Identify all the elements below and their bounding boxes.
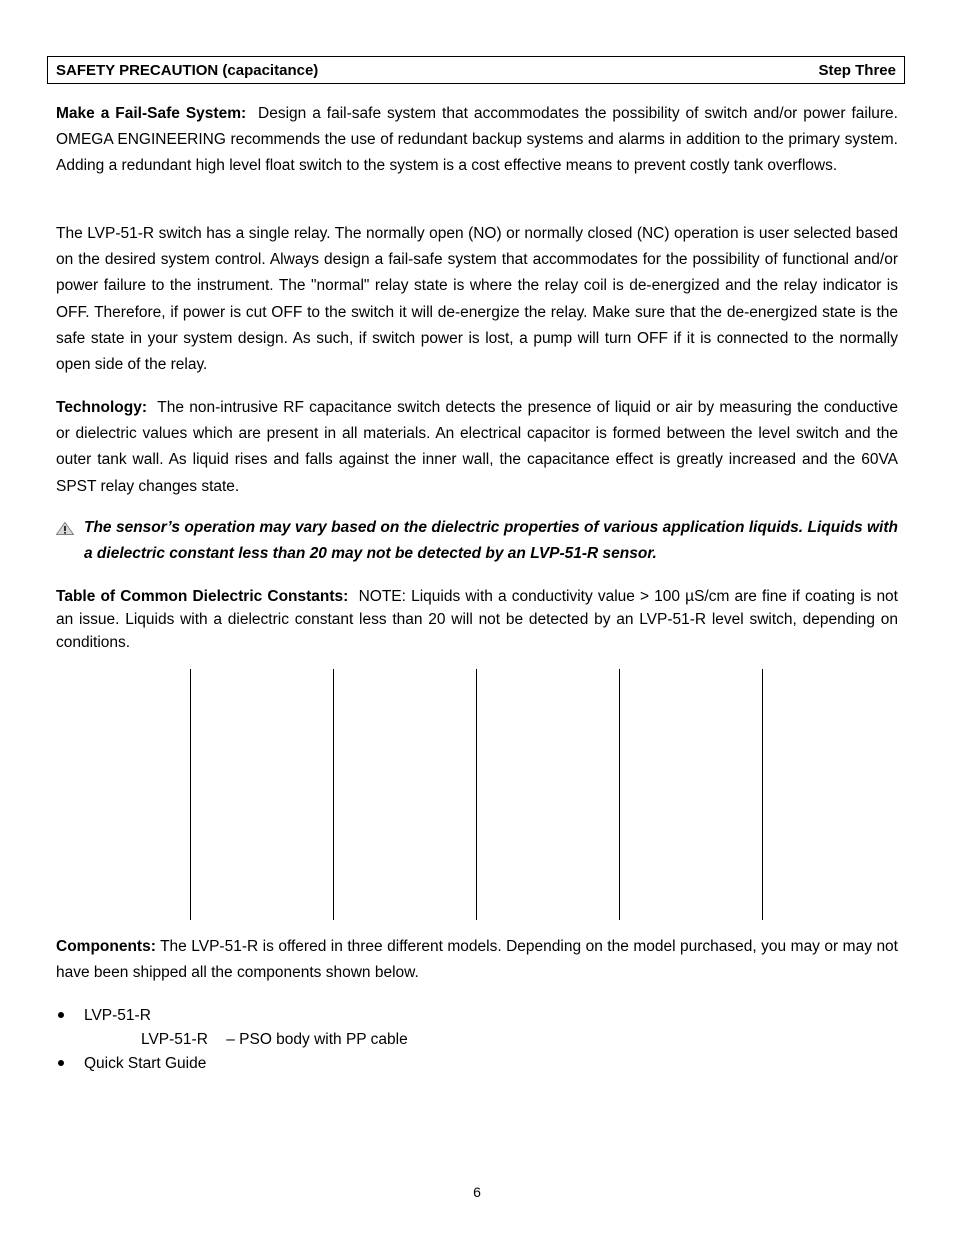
- table-column-divider: [333, 669, 334, 920]
- relay-paragraph: [56, 221, 898, 378]
- sub-item-description: – PSO body with PP cable: [226, 1031, 408, 1048]
- table-column-divider: [762, 669, 763, 920]
- components-paragraph: [56, 934, 898, 986]
- list-item-label: Quick Start Guide: [84, 1055, 207, 1072]
- dielectric-table-heading: Table of Common Dielectric Constants:: [56, 588, 349, 605]
- failsafe-paragraph: [56, 101, 898, 180]
- technology-heading: Technology:: [56, 399, 147, 416]
- technology-text: The non-intrusive RF capacitance switch detects the presence of liquid or air by measuring the conductive or dielectric values which are present in all materials. An electrical capacitor is formed between the level switch and the outer tank wall. As liquid rises and falls against the inner wall, the capacitance effect is greatly increased and the 60VA SPST relay changes state.: [56, 399, 898, 495]
- technology-paragraph: [56, 395, 898, 500]
- relay-text: The LVP-51-R switch has a single relay. The normally open (NO) or normally closed (NC) operation is user selected based on the desired system control. Always design a fail-safe system that accommodates for the possibility of functional and/or power failure to the instrument. The "normal" relay state is where the relay coil is de-energized and the relay indicator is OFF. Therefore, if power is cut OFF to the switch it will de-energize the relay. Make sure that the de-energized state is the safe state in your system design. As such, if switch power is lost, a pump will turn OFF if it is connected to the normally open side of the relay.: [56, 225, 898, 374]
- bullet-icon: [58, 1060, 64, 1066]
- failsafe-heading: Make a Fail-Safe System:: [56, 105, 247, 122]
- step-label: Step Three: [818, 61, 896, 79]
- sub-item-model: LVP-51-R: [141, 1031, 208, 1048]
- components-heading: Components:: [56, 938, 156, 955]
- failsafe-text: Design a fail-safe system that accommodates the possibility of switch and/or power failure. OMEGA ENGINEERING recommends the use of redundant backup systems and alarms in addition to the primary system. Adding a redundant high level float switch to the system is a cost effective means to prevent costly tank overflows.: [56, 105, 898, 175]
- table-column-divider: [476, 669, 477, 920]
- table-column-divider: [190, 669, 191, 920]
- list-item: [56, 1004, 898, 1028]
- bullet-icon: [58, 1012, 64, 1018]
- list-item-label: LVP-51-R: [84, 1007, 151, 1024]
- dielectric-note-text: NOTE: Liquids with a conductivity value > 100 µS/cm are fine if coating is not an issue. Liquids with a dielectric constant less than 20 will not be detected by an LVP-51-R level switch, depending on conditions.: [56, 588, 898, 651]
- section-header: [47, 56, 905, 84]
- dielectric-table-grid: [0, 669, 954, 920]
- section-title: SAFETY PRECAUTION (capacitance): [56, 61, 319, 79]
- components-list: [56, 1004, 898, 1076]
- warning-text: The sensor’s operation may vary based on the dielectric properties of various application liquids. Liquids with a dielectric constant less than 20 may not be detected by an LVP-51-R sensor.: [84, 519, 898, 563]
- sub-list-item: [56, 1028, 898, 1052]
- components-text: The LVP-51-R is offered in three different models. Depending on the model purchased, you may or may not have been shipped all the components shown below.: [56, 938, 898, 982]
- warning-note: [56, 515, 898, 567]
- list-item: [56, 1052, 898, 1076]
- dielectric-table-note: [56, 585, 898, 654]
- warning-triangle-icon: [56, 522, 74, 535]
- table-column-divider: [619, 669, 620, 920]
- page-number: 6: [473, 1184, 481, 1200]
